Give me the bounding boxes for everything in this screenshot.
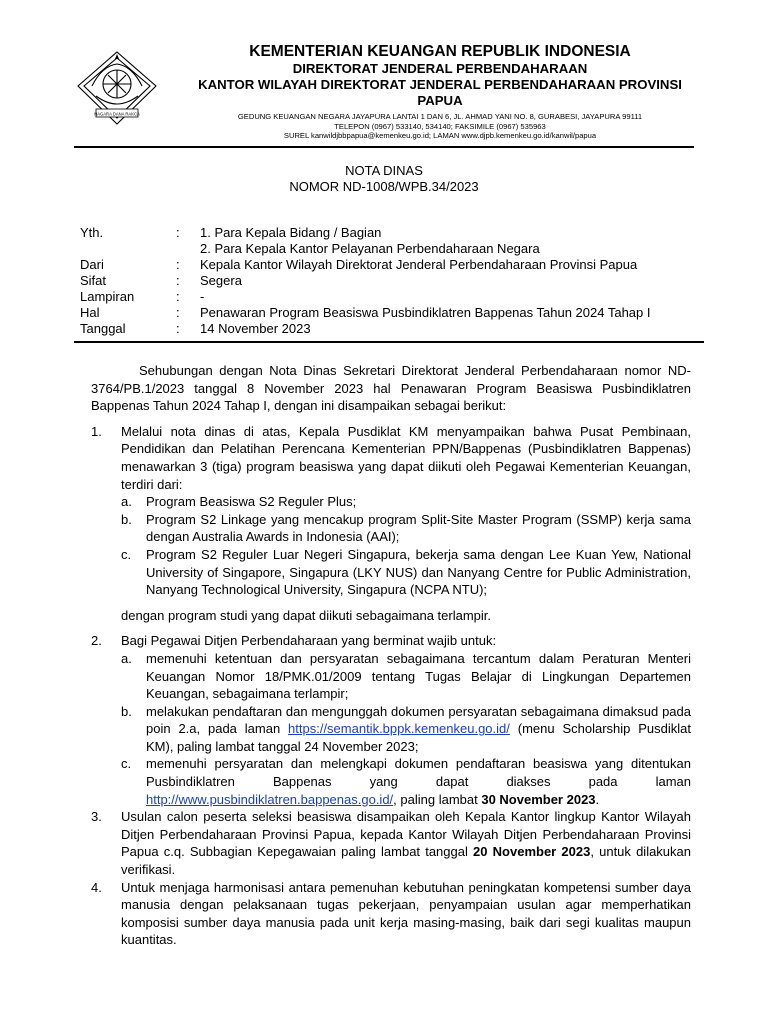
sub-item-letter: a. <box>121 494 132 510</box>
logo-motto: NAGARA DANA RAKCA <box>94 111 140 117</box>
meta-colon: : <box>176 321 180 336</box>
item-text: Untuk menjaga harmonisasi antara pemenuhan kebutuhan peningkatan kompetensi sumber daya manusia dengan pelaksanaan tugas pekerjaan, penyampaian usulan agar memperhatikan komposisi sumber daya manusia pada unit kerja masing-masing, baik dari segi kualitas maupun kuantitas. <box>121 879 691 948</box>
memo-header-table <box>80 225 700 337</box>
meta-colon: : <box>176 289 180 304</box>
letterhead-divider <box>74 146 694 148</box>
ministry-name: KEMENTERIAN KEUANGAN REPUBLIK INDONESIA <box>249 43 631 60</box>
sub-item-2a <box>121 650 691 703</box>
meta-value: - <box>200 289 205 304</box>
semantik-link[interactable]: https://semantik.bppk.kemenkeu.go.id/ <box>288 721 510 737</box>
sub-item-text: memenuhi ketentuan dan persyaratan sebagaimana tercantum dalam Peraturan Menteri Keuangan Nomor 18/PMK.01/2009 tentang Tugas Belajar di Lingkungan Departemen Keuangan, sebagaimana terlampir; <box>146 650 691 702</box>
sub-item-letter: b. <box>121 511 132 527</box>
memo-number: NOMOR ND-1008/WPB.34/2023 <box>289 179 479 194</box>
meta-value: 1. Para Kepala Bidang / Bagian <box>200 225 382 240</box>
meta-label: Sifat <box>80 273 107 288</box>
meta-value: Penawaran Program Beasiswa Pusbindiklatren Bappenas Tahun 2024 Tahap I <box>200 305 651 320</box>
item-text: Bagi Pegawai Ditjen Perbendaharaan yang berminat wajib untuk: <box>121 633 497 649</box>
item-number: 3. <box>91 809 102 825</box>
office-phone: TELEPON (0967) 533140, 534140; FAKSIMILE (0967) 535963 <box>334 121 546 131</box>
meta-value: 2. Para Kepala Kantor Pelayanan Perbendaharaan Negara <box>200 241 540 256</box>
meta-row-lampiran <box>80 289 700 305</box>
directorate-name: DIREKTORAT JENDERAL PERBENDAHARAAN <box>292 61 588 76</box>
list-item-2 <box>91 632 691 808</box>
pusbindiklatren-link[interactable]: http://www.pusbindiklatren.bappenas.go.id/ <box>146 791 394 807</box>
sub-item-text: Program S2 Linkage yang mencakup program Split-Site Master Program (SSMP) kerja sama dengan Australia Awards in Indonesia (AAI); <box>146 511 691 545</box>
item-number: 2. <box>91 633 102 649</box>
meta-colon: : <box>176 225 180 240</box>
header-divider <box>74 341 704 343</box>
office-name-line1: KANTOR WILAYAH DIREKTORAT JENDERAL PERBENDAHARAAN PROVINSI <box>198 77 682 92</box>
meta-value: Kepala Kantor Wilayah Direktorat Jenderal Perbendaharaan Provinsi Papua <box>200 257 638 272</box>
meta-label: Lampiran <box>80 289 135 304</box>
item-number: 4. <box>91 879 102 895</box>
sub-item-1c <box>121 546 691 599</box>
item-text: Usulan calon peserta seleksi beasiswa disampaikan oleh Kepala Kantor lingkup Kantor Wilayah Ditjen Perbendaharaan Provinsi Papua, kepada Kantor Wilayah Ditjen Perbendaharaan Provinsi Papua c.q. Subbagian Kepegawaian paling lambat tanggal 20 November 2023, untuk dilakukan verifikasi. <box>121 809 691 878</box>
meta-colon: : <box>176 305 180 320</box>
memo-title: NOTA DINAS <box>345 163 423 178</box>
sub-item-letter: c. <box>121 546 132 562</box>
meta-value: 14 November 2023 <box>200 321 311 336</box>
sub-item-2b <box>121 703 691 756</box>
deadline-date: 20 November 2023 <box>473 844 591 860</box>
sub-item-1a <box>121 493 691 511</box>
meta-row-hal <box>80 305 700 321</box>
list-item-4 <box>91 879 691 949</box>
list-item-1 <box>91 423 691 625</box>
meta-label: Tanggal <box>80 321 126 336</box>
sub-item-2c <box>121 755 691 808</box>
meta-colon: : <box>176 273 180 288</box>
meta-label: Hal <box>80 305 100 320</box>
letterhead <box>160 42 720 141</box>
sub-item-1b <box>121 511 691 546</box>
office-address: GEDUNG KEUANGAN NEGARA JAYAPURA LANTAI 1 DAN 6, JL. AHMAD YANI NO. 8, GURABESI, JAYAPURA 99111 <box>237 112 643 121</box>
item-number: 1. <box>91 423 102 439</box>
meta-row-tanggal <box>80 321 700 337</box>
meta-label: Dari <box>80 257 104 272</box>
sub-item-text: Program S2 Reguler Luar Negeri Singapura, bekerja sama dengan Lee Kuan Yew, National University of Singapore, Singapura (LKY NUS) dan Nanyang Centre for Public Administration, Nanyang Technological University, Singapura (NCPA NTU); <box>146 546 691 598</box>
sub-item-text: melakukan pendaftaran dan mengunggah dokumen persyaratan sebagaimana dimaksud pada poin 2.a, pada laman https://semantik.bppk.kemenkeu.go.id/ (menu Scholarship Pusdiklat KM), paling lambat tanggal 24 November 2023; <box>146 703 691 754</box>
intro-paragraph: Sehubungan dengan Nota Dinas Sekretari Direktorat Jenderal Perbendaharaan nomor ND-3764/PB.1/2023 tanggal 8 November 2023 hal Penawaran Program Beasiswa Pusbindiklatren Bappenas Tahun 2024 Tahap I, dengan ini disampaikan sebagai berikut: <box>91 363 691 414</box>
meta-row-yth <box>80 225 700 241</box>
sub-item-text: memenuhi persyaratan dan melengkapi dokumen pendaftaran beasiswa yang ditentukan Pusbindiklatren Bappenas yang dapat diakses pada laman http://www.pusbindiklatren.bappenas.go.id/, paling lambat 30 November 2023. <box>146 756 691 807</box>
deadline-date: 30 November 2023 <box>481 791 596 807</box>
meta-row-yth-2 <box>80 241 700 257</box>
meta-label: Yth. <box>80 225 104 240</box>
meta-value: Segera <box>200 273 242 288</box>
item-text: Melalui nota dinas di atas, Kepala Pusdiklat KM menyampaikan bahwa Pusat Pembinaan, Pendidikan dan Pelatihan Perencana Kementerian PPN/Bappenas (Pusbindiklatren Bappenas) menawarkan 3 (tiga) program beasiswa yang dapat diikuti oleh Pegawai Kementerian Keuangan, terdiri dari: <box>121 423 691 492</box>
sub-item-letter: b. <box>121 703 132 719</box>
office-email: SUREL kanwildjbbpapua@kemenkeu.go.id; LAMAN www.djpb.kemenkeu.go.id/kanwil/papua <box>283 131 597 140</box>
kemenkeu-logo <box>72 46 162 130</box>
sub-item-text: Program Beasiswa S2 Reguler Plus; <box>146 494 357 510</box>
sub-item-letter: a. <box>121 650 132 666</box>
office-name-line2: PAPUA <box>417 93 463 108</box>
meta-colon: : <box>176 257 180 272</box>
sub-item-letter: c. <box>121 756 132 772</box>
memo-heading <box>74 163 694 195</box>
memo-body <box>91 362 691 949</box>
list-item-3 <box>91 808 691 878</box>
meta-row-sifat <box>80 273 700 289</box>
item-closing-text: dengan program studi yang dapat diikuti sebagaimana terlampir. <box>121 607 492 623</box>
meta-row-dari <box>80 257 700 273</box>
